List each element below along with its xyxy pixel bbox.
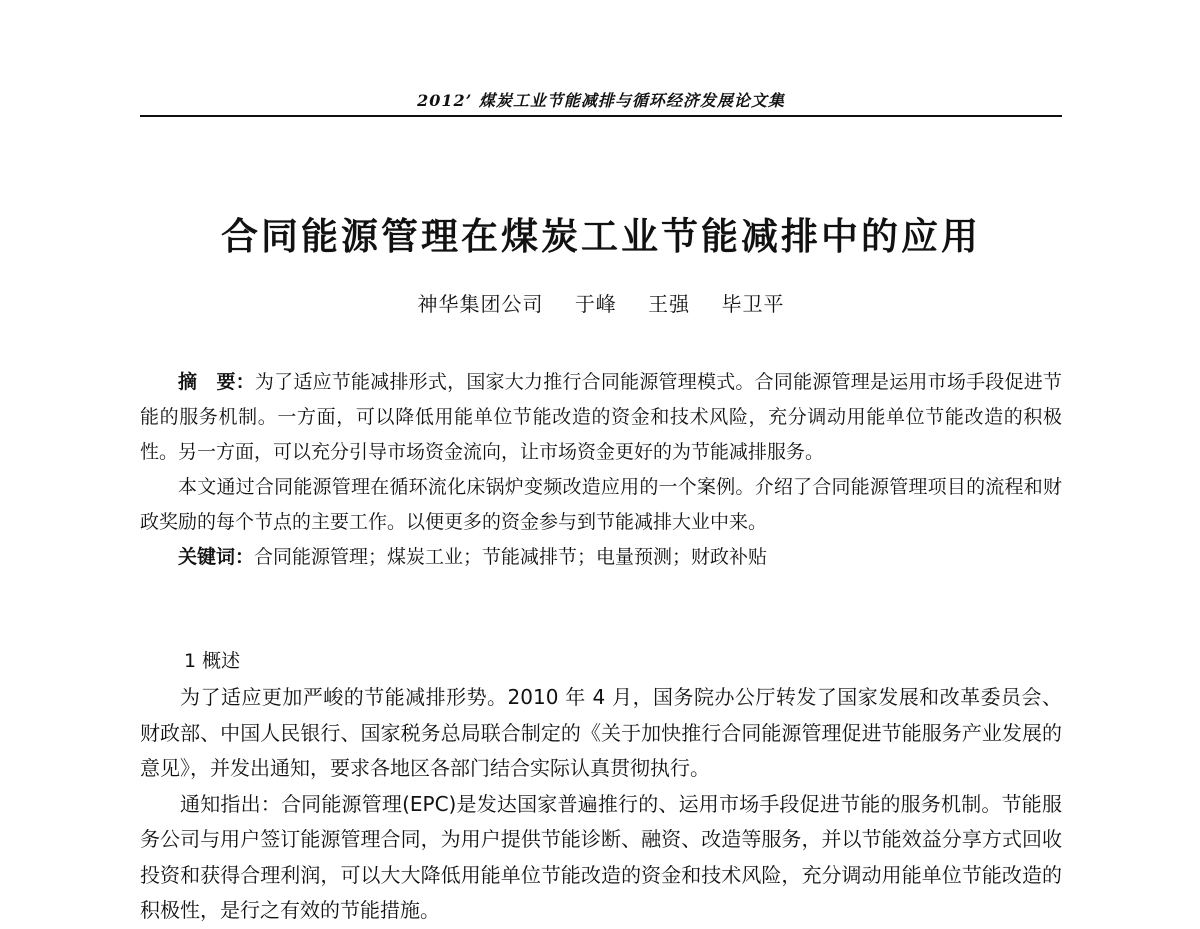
abstract-text: 为了适应节能减排形式，国家大力推行合同能源管理模式。合同能源管理是运用市场手段促进节能的服务机制。一方面，可以降低用能单位节能改造的资金和技术风险，充分调动用能单位节能改造的积极性。另一方面，可以充分引导市场资金流向，让市场资金更好的为节能减排服务。 xyxy=(140,371,1062,463)
abstract-label: 摘 要： xyxy=(178,371,255,393)
header-rule xyxy=(140,115,1062,117)
abstract-paragraph xyxy=(140,365,1062,470)
keywords-label: 关键词： xyxy=(178,546,255,568)
running-header: 2012’ 煤炭工业节能减排与循环经济发展论文集 xyxy=(417,91,785,110)
abstract-block xyxy=(140,365,1062,575)
author-line xyxy=(140,288,1062,317)
body-text xyxy=(140,680,1062,929)
author-name: 毕卫平 xyxy=(721,292,785,316)
body-paragraph: 为了适应更加严峻的节能减排形势。2010 年 4 月，国务院办公厅转发了国家发展和改革委员会、财政部、中国人民银行、国家税务总局联合制定的《关于加快推行合同能源管理促进节能服务产业发展的意见》，并发出通知，要求各地区各部门结合实际认真贯彻执行。 xyxy=(140,685,1062,780)
keywords-text: 合同能源管理；煤炭工业；节能减排节；电量预测；财政补贴 xyxy=(254,546,768,568)
author-name: 于峰 xyxy=(574,292,617,316)
keywords-line xyxy=(140,540,1062,575)
body-paragraph: 通知指出：合同能源管理(EPC)是发达国家普遍推行的、运用市场手段促进节能的服务机制。节能服务公司与用户签订能源管理合同，为用户提供节能诊断、融资、改造等服务，并以节能效益分享方式回收投资和获得合理利润，可以大大降低用能单位节能改造的资金和技术风险，充分调动用能单位节能改造的积极性，是行之有效的节能措施。 xyxy=(140,791,1062,922)
affiliation: 神华集团公司 xyxy=(417,292,544,316)
author-name: 王强 xyxy=(648,292,691,316)
section-heading: 1 概述 xyxy=(184,650,241,672)
article-title: 合同能源管理在煤炭工业节能减排中的应用 xyxy=(221,215,981,258)
abstract-paragraph: 本文通过合同能源管理在循环流化床锅炉变频改造应用的一个案例。介绍了合同能源管理项目的流程和财政奖励的每个节点的主要工作。以便更多的资金参与到节能减排大业中来。 xyxy=(140,476,1062,533)
